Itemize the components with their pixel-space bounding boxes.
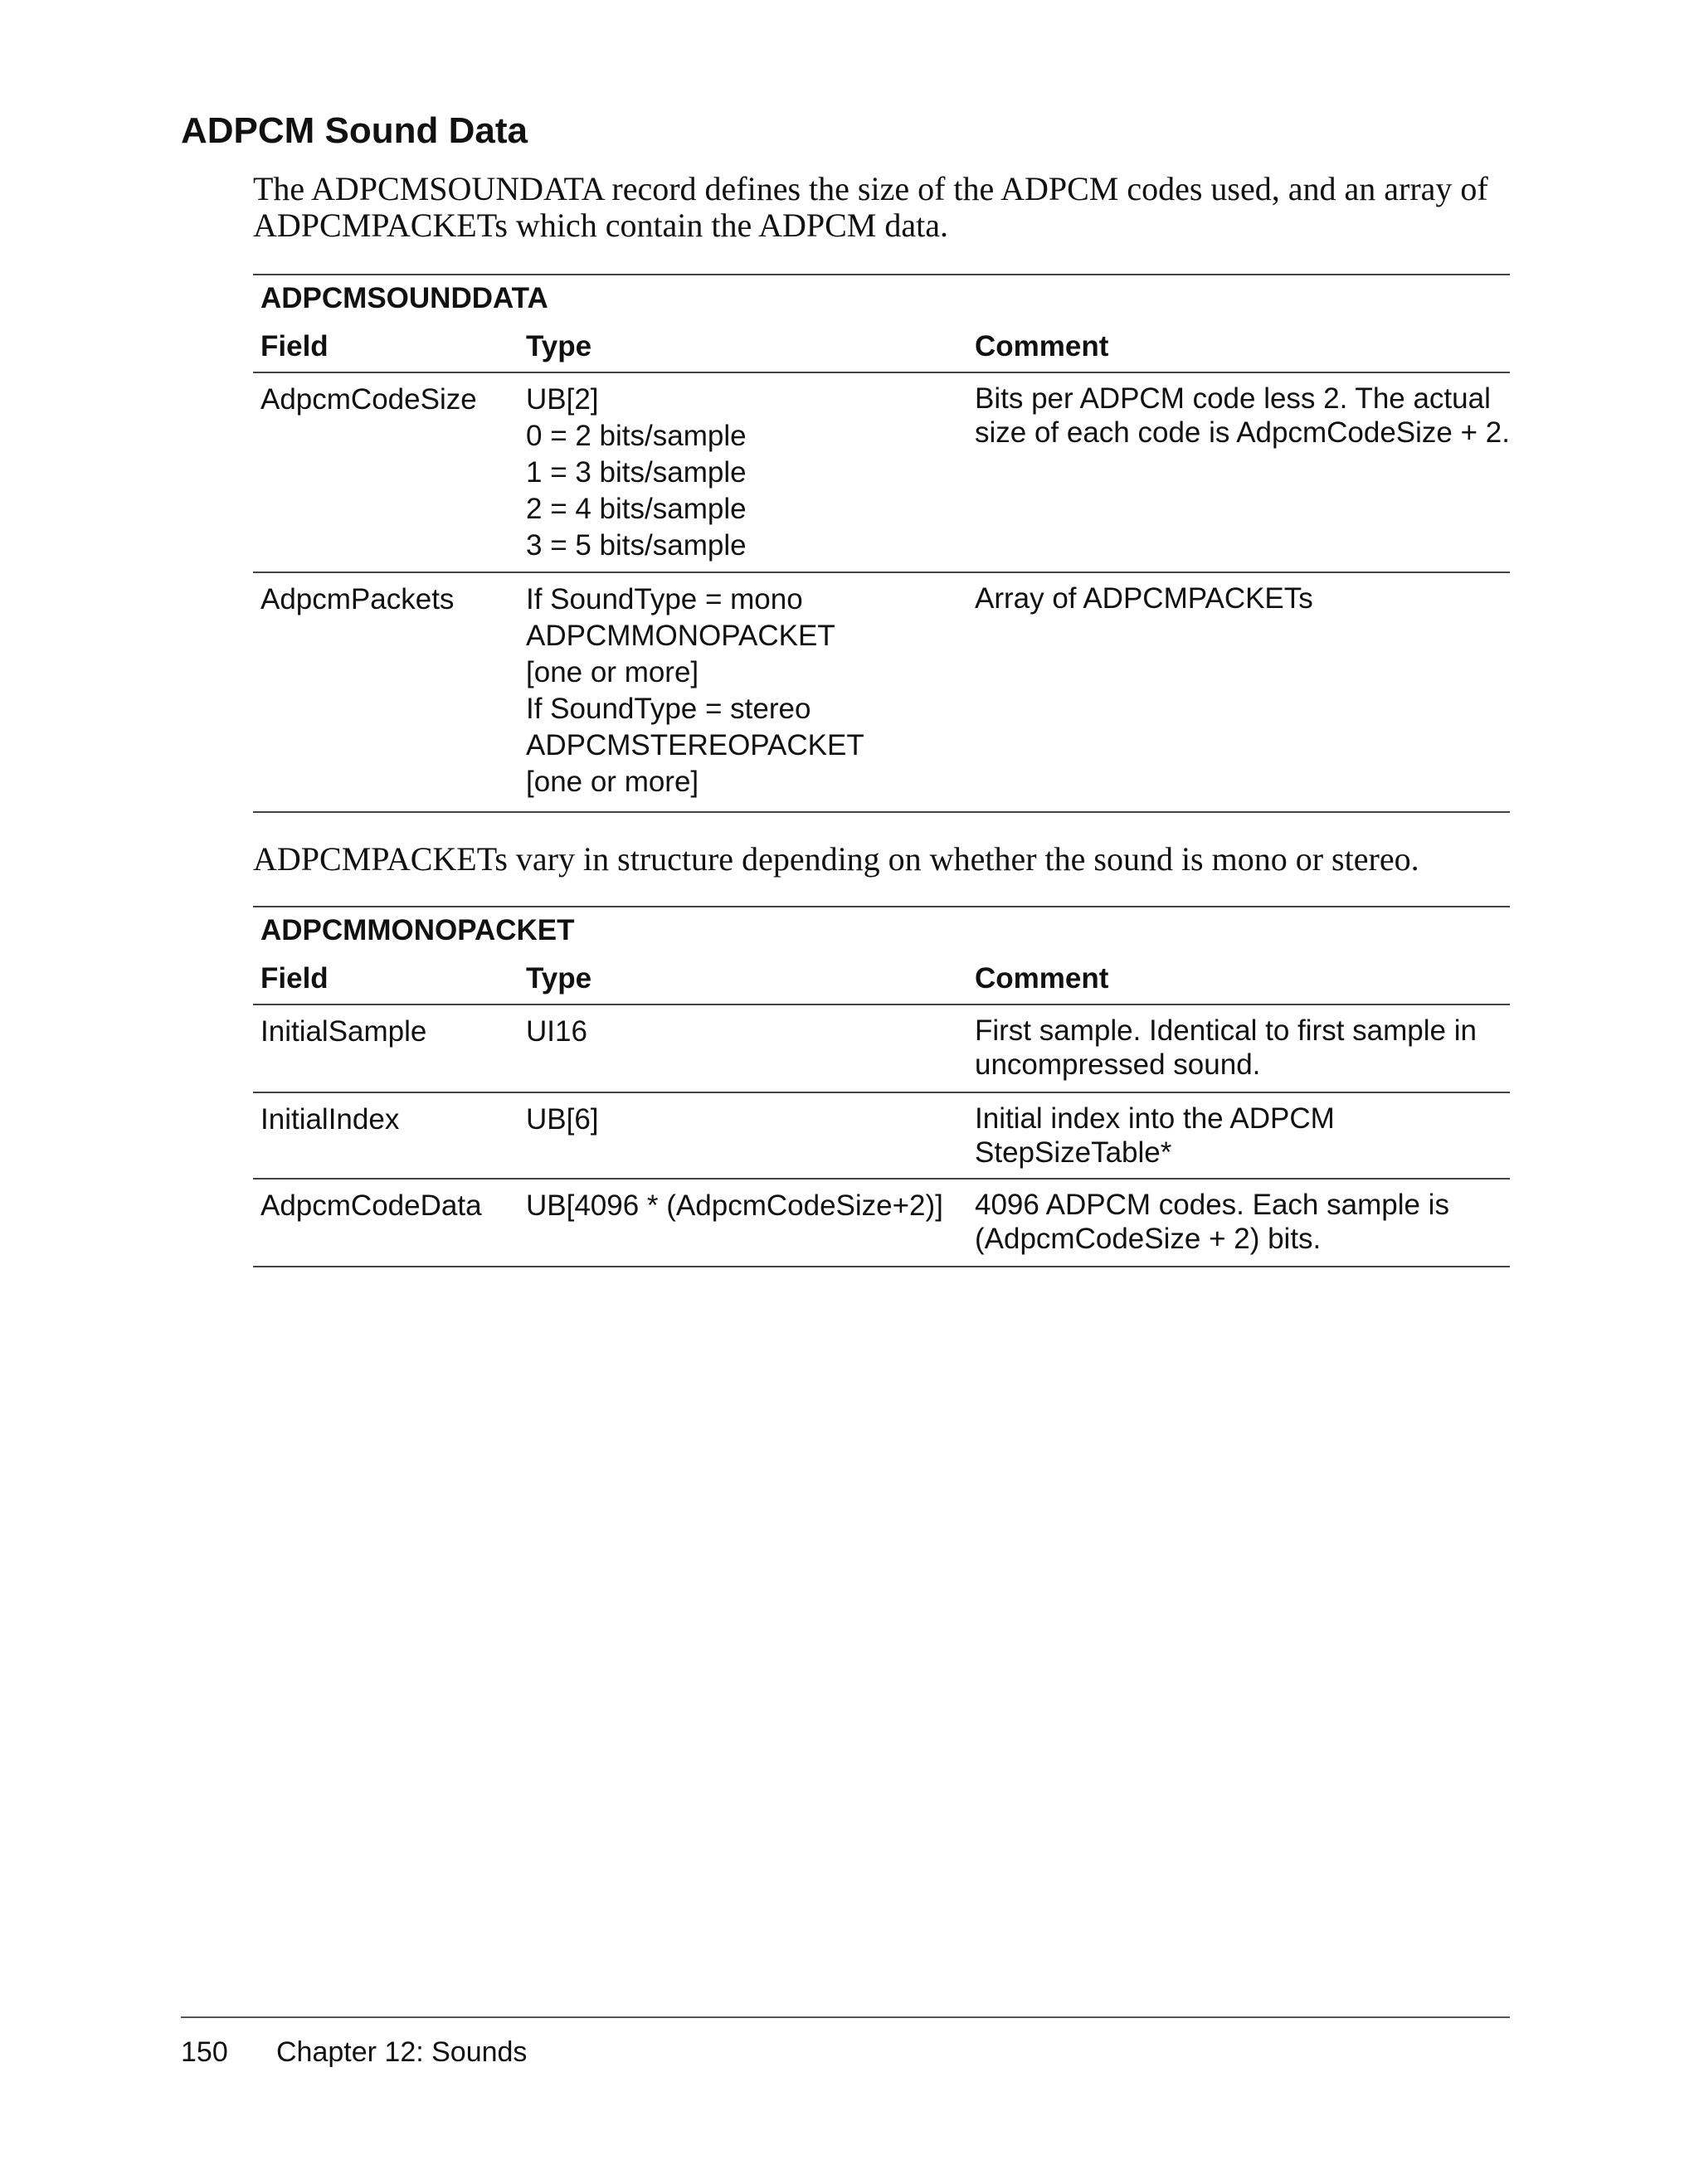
column-header-field: Field	[260, 330, 329, 362]
comment-line: Array of ADPCMPACKETs	[975, 582, 1313, 615]
type-line: UB[6]	[526, 1103, 599, 1136]
section-heading: ADPCM Sound Data	[181, 110, 528, 151]
comment-cell	[969, 382, 1510, 572]
comment-line: 4096 ADPCM codes. Each sample is	[975, 1189, 1449, 1221]
table-row	[253, 1093, 1510, 1180]
column-header-comment: Comment	[975, 330, 1109, 362]
type-cell	[518, 1102, 969, 1178]
comment-line: First sample. Identical to first sample in	[975, 1014, 1477, 1047]
footer-divider	[181, 2016, 1510, 2018]
type-line: 1 = 3 bits/sample	[526, 456, 747, 489]
type-line: 2 = 4 bits/sample	[526, 493, 747, 525]
adpcmmonopacket-table	[253, 906, 1510, 1267]
type-line: ADPCMSTEREOPACKET	[526, 729, 864, 761]
comment-cell	[969, 581, 1510, 811]
comment-line: uncompressed sound.	[975, 1048, 1261, 1081]
comment-cell	[969, 1188, 1510, 1266]
page-number: 150	[181, 2036, 228, 2068]
type-line: If SoundType = mono	[526, 583, 803, 615]
type-line: UB[2]	[526, 383, 599, 416]
table-header-row	[253, 319, 1510, 373]
type-line: UB[4096 * (AdpcmCodeSize+2)]	[526, 1189, 943, 1222]
table-row	[253, 1005, 1510, 1093]
adpcmsounddata-table	[253, 274, 1510, 813]
table-row	[253, 1180, 1510, 1266]
packets-paragraph: ADPCMPACKETs vary in structure depending on whether the sound is mono or stereo.	[253, 840, 1419, 878]
type-line: [one or more]	[526, 656, 699, 688]
comment-line: StepSizeTable*	[975, 1136, 1172, 1169]
table-title: ADPCMSOUNDDATA	[260, 282, 548, 314]
column-header-comment: Comment	[975, 962, 1109, 995]
column-header-field: Field	[260, 962, 329, 995]
field-cell: AdpcmCodeSize	[260, 383, 477, 416]
type-cell	[518, 1014, 969, 1092]
type-line: 0 = 2 bits/sample	[526, 420, 747, 452]
type-line: If SoundType = stereo	[526, 693, 811, 725]
type-line: ADPCMMONOPACKET	[526, 620, 835, 652]
type-cell	[518, 1188, 969, 1266]
type-line: [one or more]	[526, 766, 699, 798]
page-footer	[181, 2036, 527, 2069]
field-cell: AdpcmCodeData	[260, 1189, 482, 1222]
intro-paragraph: The ADPCMSOUNDATA record defines the size of the ADPCM codes used, and an array of ADPCMPACKETs which contain the ADPCM data.	[253, 170, 1488, 244]
table-header-row	[253, 951, 1510, 1005]
field-cell: InitialSample	[260, 1015, 427, 1048]
comment-cell	[969, 1102, 1510, 1178]
table-row	[253, 573, 1510, 811]
column-header-type: Type	[526, 330, 592, 362]
comment-line: (AdpcmCodeSize + 2) bits.	[975, 1223, 1322, 1255]
type-cell	[518, 581, 969, 811]
field-cell: AdpcmPackets	[260, 583, 455, 615]
field-cell: InitialIndex	[260, 1103, 400, 1136]
chapter-label: Chapter 12: Sounds	[276, 2036, 528, 2068]
table-title: ADPCMMONOPACKET	[260, 914, 575, 946]
type-cell	[518, 382, 969, 572]
column-header-type: Type	[526, 962, 592, 995]
type-line: UI16	[526, 1015, 587, 1048]
comment-line: Initial index into the ADPCM	[975, 1102, 1335, 1135]
comment-line: Bits per ADPCM code less 2. The actual size of each code is AdpcmCodeSize + 2.	[975, 382, 1510, 449]
type-line: 3 = 5 bits/sample	[526, 529, 747, 562]
table-row	[253, 373, 1510, 573]
comment-cell	[969, 1014, 1510, 1092]
